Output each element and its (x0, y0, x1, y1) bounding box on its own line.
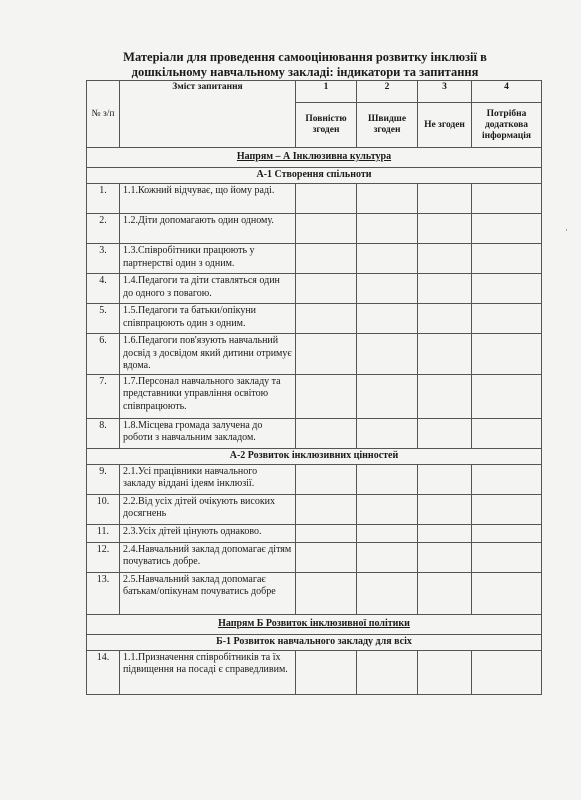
table-row (87, 244, 542, 274)
answer-cell-4[interactable] (472, 524, 542, 542)
header-col-num-2: 2 (357, 81, 418, 103)
table-row (87, 274, 542, 304)
header-col-num-4: 4 (472, 81, 542, 103)
answer-cell-2[interactable] (357, 214, 418, 244)
table-row (87, 524, 542, 542)
header-col-label-4: Потрібна додаткова інформація (472, 103, 542, 148)
answer-cell-4[interactable] (472, 274, 542, 304)
answer-cell-3[interactable] (418, 274, 472, 304)
answer-cell-2[interactable] (357, 374, 418, 418)
question-text: 2.3.Усіх дітей цінують однаково. (120, 524, 296, 542)
answer-cell-4[interactable] (472, 650, 542, 694)
answer-cell-3[interactable] (418, 524, 472, 542)
row-number: 1. (87, 184, 120, 214)
answer-cell-2[interactable] (357, 274, 418, 304)
answer-cell-4[interactable] (472, 494, 542, 524)
table-row (87, 334, 542, 375)
header-col-label-3: Не згоден (418, 103, 472, 148)
question-text: 1.5.Педагоги та батьки/опікуни співпрацюють один з одним. (120, 304, 296, 334)
table-row (87, 304, 542, 334)
answer-cell-2[interactable] (357, 650, 418, 694)
answer-cell-1[interactable] (296, 494, 357, 524)
answer-cell-3[interactable] (418, 542, 472, 572)
table-row (87, 214, 542, 244)
question-text: 2.4.Навчальний заклад допомагає дітям почуватись добре. (120, 542, 296, 572)
table-row (87, 650, 542, 694)
header-col-label-1: Повністю згоден (296, 103, 357, 148)
answer-cell-1[interactable] (296, 214, 357, 244)
table-row (87, 184, 542, 214)
table-row (87, 464, 542, 494)
answer-cell-2[interactable] (357, 464, 418, 494)
table-row (87, 418, 542, 448)
answer-cell-1[interactable] (296, 274, 357, 304)
question-text: 1.4.Педагоги та діти ставляться один до одного з повагою. (120, 274, 296, 304)
answer-cell-4[interactable] (472, 214, 542, 244)
answer-cell-3[interactable] (418, 374, 472, 418)
row-number: 9. (87, 464, 120, 494)
answer-cell-3[interactable] (418, 418, 472, 448)
row-number: 6. (87, 334, 120, 375)
question-text: 2.2.Від усіх дітей очікують високих досягнень (120, 494, 296, 524)
section-b1-heading: Б-1 Розвиток навчального закладу для всіх (87, 634, 542, 650)
table-row (87, 572, 542, 614)
question-text: 1.6.Педагоги пов'язують навчальний досвід з досвідом який дитини отримує вдома. (120, 334, 296, 375)
answer-cell-3[interactable] (418, 334, 472, 375)
answer-cell-2[interactable] (357, 494, 418, 524)
section-a1-heading: А-1 Створення спільноти (87, 168, 542, 184)
question-text: 1.1.Призначення співробітників та їх підвищення на посаді є справедливим. (120, 650, 296, 694)
answer-cell-3[interactable] (418, 244, 472, 274)
scan-mark: · (565, 225, 568, 235)
direction-b-heading: Напрям Б Розвиток інклюзивної політики (87, 614, 542, 634)
answer-cell-4[interactable] (472, 374, 542, 418)
answer-cell-3[interactable] (418, 464, 472, 494)
answer-cell-4[interactable] (472, 184, 542, 214)
title-line-2: дошкільному навчальному закладі: індикатори та запитання (131, 65, 479, 79)
answer-cell-2[interactable] (357, 524, 418, 542)
question-text: 1.2.Діти допомагають один одному. (120, 214, 296, 244)
answer-cell-4[interactable] (472, 244, 542, 274)
direction-a-heading: Напрям – А Інклюзивна культура (87, 148, 542, 168)
answer-cell-2[interactable] (357, 184, 418, 214)
answer-cell-1[interactable] (296, 542, 357, 572)
answer-cell-2[interactable] (357, 418, 418, 448)
answer-cell-2[interactable] (357, 334, 418, 375)
question-text: 1.3.Співробітники працюють у партнерстві один з одним. (120, 244, 296, 274)
row-number: 5. (87, 304, 120, 334)
title-line-1: Матеріали для проведення самооцінювання розвитку інклюзії в (123, 50, 487, 64)
question-text: 2.5.Навчальний заклад допомагає батькам/опікунам почуватись добре (120, 572, 296, 614)
answer-cell-2[interactable] (357, 572, 418, 614)
header-number: № з/п (87, 81, 120, 148)
row-number: 13. (87, 572, 120, 614)
answer-cell-4[interactable] (472, 418, 542, 448)
question-text: 2.1.Усі працівники навчального закладу віддані ідеям інклюзії. (120, 464, 296, 494)
answer-cell-1[interactable] (296, 650, 357, 694)
answer-cell-3[interactable] (418, 494, 472, 524)
answer-cell-2[interactable] (357, 244, 418, 274)
table-row (87, 374, 542, 418)
row-number: 4. (87, 274, 120, 304)
row-number: 2. (87, 214, 120, 244)
answer-cell-2[interactable] (357, 542, 418, 572)
header-question: Зміст запитання (120, 81, 296, 148)
question-text: 1.1.Кожний відчуває, що йому раді. (120, 184, 296, 214)
answer-cell-1[interactable] (296, 244, 357, 274)
answer-cell-2[interactable] (357, 304, 418, 334)
answer-cell-1[interactable] (296, 334, 357, 375)
answer-cell-3[interactable] (418, 214, 472, 244)
answer-cell-4[interactable] (472, 304, 542, 334)
answer-cell-1[interactable] (296, 572, 357, 614)
question-text: 1.8.Місцева громада залучена до роботи з навчальним закладом. (120, 418, 296, 448)
answer-cell-3[interactable] (418, 572, 472, 614)
row-number: 12. (87, 542, 120, 572)
answer-cell-1[interactable] (296, 184, 357, 214)
answer-cell-4[interactable] (472, 464, 542, 494)
table-row (87, 542, 542, 572)
row-number: 3. (87, 244, 120, 274)
answer-cell-1[interactable] (296, 418, 357, 448)
row-number: 14. (87, 650, 120, 694)
answer-cell-1[interactable] (296, 374, 357, 418)
header-col-label-2: Швидше згоден (357, 103, 418, 148)
answer-cell-3[interactable] (418, 304, 472, 334)
row-number: 11. (87, 524, 120, 542)
answer-cell-3[interactable] (418, 650, 472, 694)
row-number: 7. (87, 374, 120, 418)
answer-cell-4[interactable] (472, 542, 542, 572)
page-title (100, 50, 510, 80)
question-text: 1.7.Персонал навчального закладу та представники управління освітою співпрацюють. (120, 374, 296, 418)
answer-cell-3[interactable] (418, 184, 472, 214)
answer-cell-4[interactable] (472, 334, 542, 375)
header-col-num-3: 3 (418, 81, 472, 103)
row-number: 8. (87, 418, 120, 448)
answer-cell-1[interactable] (296, 464, 357, 494)
section-a2-heading: А-2 Розвиток інклюзивних цінностей (87, 448, 542, 464)
answer-cell-1[interactable] (296, 304, 357, 334)
answer-cell-4[interactable] (472, 572, 542, 614)
header-col-num-1: 1 (296, 81, 357, 103)
answer-cell-1[interactable] (296, 524, 357, 542)
row-number: 10. (87, 494, 120, 524)
questionnaire-table (86, 80, 542, 695)
table-row (87, 494, 542, 524)
